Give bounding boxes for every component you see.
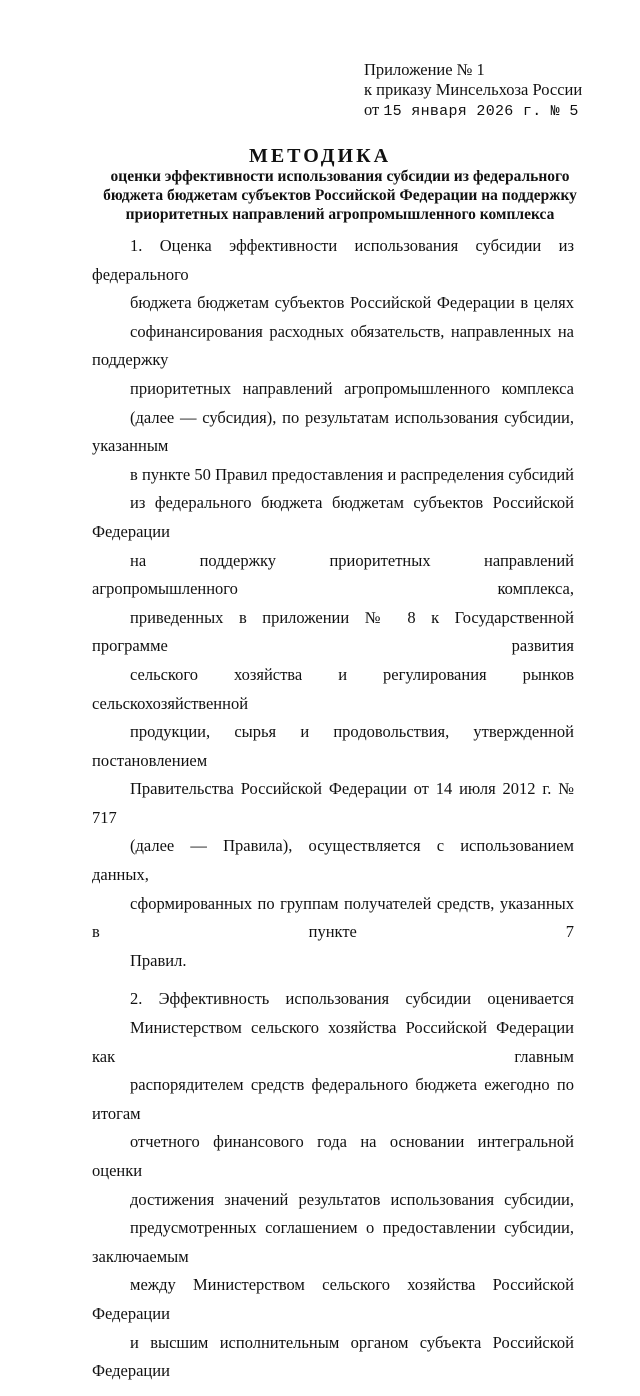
document-title: МЕТОДИКА <box>248 145 392 167</box>
paragraph-2: 2. Эффективность использования субсидии оценивается Министерством сельского хозяйства Российской Федерации как главным распорядителем средств федерального бюджета ежегодно по итогам отчетного финансового года на основании интегральной оценки достижения значений результатов использования субсидии, предусмотренных соглашением о предоставлении субсидии, заключаемым между Министерством сельского хозяйства Российской Федерации и высшим исполнительным органом субъекта Российской Федерации <box>92 989 574 1381</box>
appendix-order-date: от 15 января 2026 г. № 5 <box>364 100 579 120</box>
document-body <box>92 232 574 1396</box>
paragraph-1: 1. Оценка эффективности использования субсидии из федерального бюджета бюджетам субъектов Российской Федерации в целях софинансирования расходных обязательств, направленных на поддержку приоритетных направлений агропромышленного комплекса (далее — субсидия), по результатам использования субсидии, указанным в пункте 50 Правил предоставления и распределения субсидий из федерального бюджета бюджетам субъектов Российской Федерации на поддержку приоритетных направлений агропромышленного комплекса, приведенных в приложении № 8 к Государственной программе развития сельского хозяйства и регулирования рынков сельскохозяйственной продукции, сырья и продовольствия, утвержденной постановлением Правительства Российской Федерации от 14 июля 2012 г. № 717 (далее — Правила), осуществляется с использованием данных, сформированных по группам получателей средств, указанных в пункте 7 Правил. <box>92 236 574 970</box>
appendix-order-ref: к приказу Минсельхоза России <box>364 80 583 99</box>
appendix-number: Приложение № 1 <box>364 60 485 79</box>
document-subtitle: оценки эффективности использования субсидии из федерального бюджета бюджетам субъектов Российской Федерации на поддержку приоритетных направлений агропромышленного комплекса <box>103 168 577 223</box>
appendix-header <box>364 60 582 122</box>
